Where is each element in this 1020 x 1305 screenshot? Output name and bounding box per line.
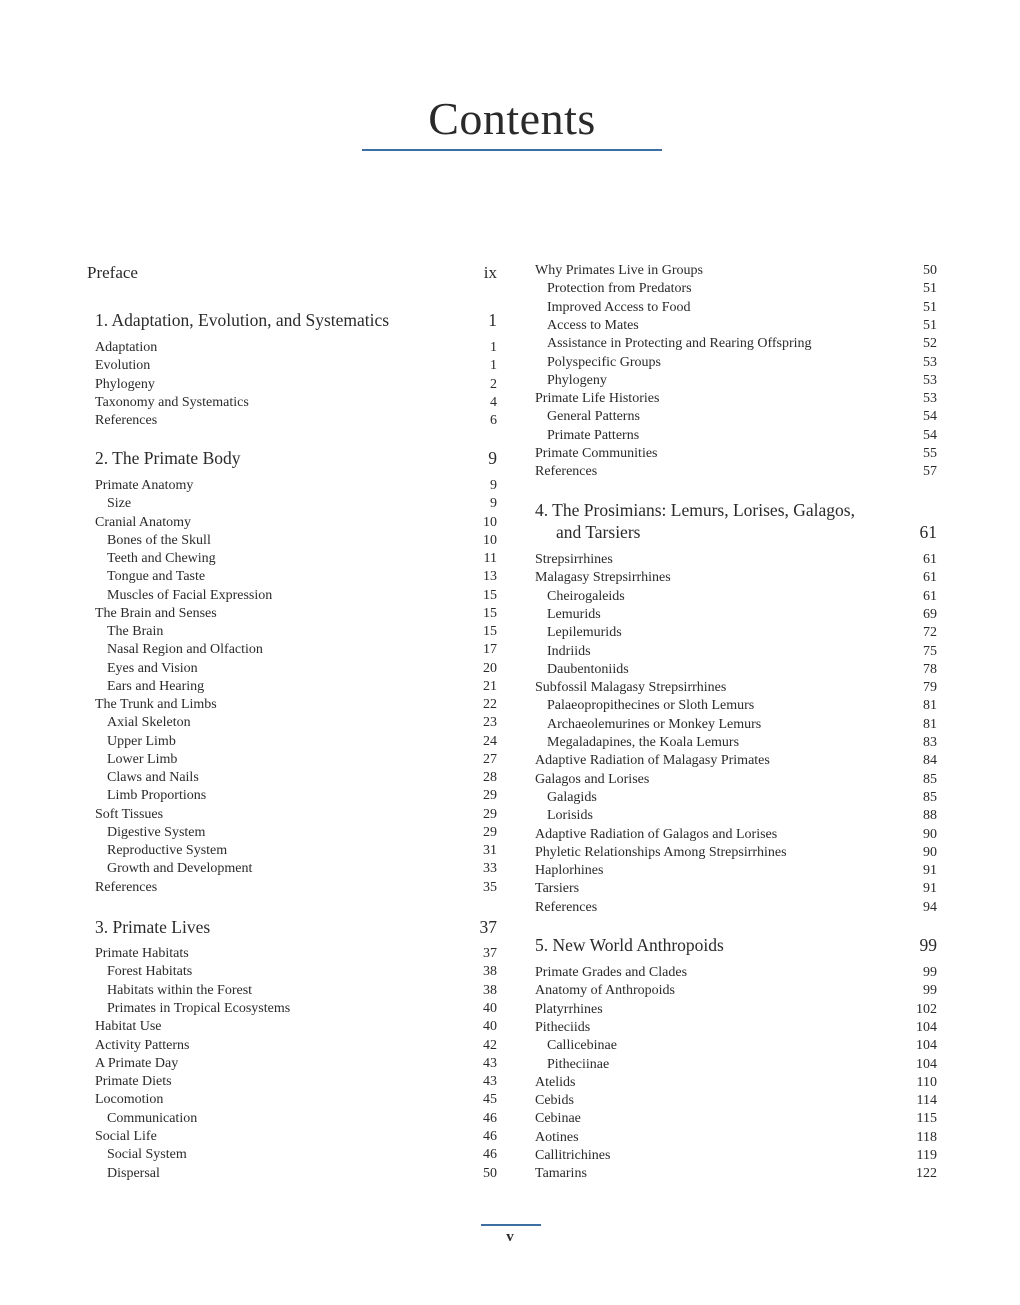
toc-entry[interactable] [87, 788, 497, 804]
toc-entry[interactable] [87, 1056, 497, 1072]
entry-page: 78 [923, 661, 937, 677]
entry-label: Primate Diets [95, 1074, 172, 1090]
entry-label: Taxonomy and Systematics [95, 394, 249, 410]
toc-entry[interactable] [87, 1001, 497, 1017]
entry-page: 31 [483, 843, 497, 859]
entry-page: 50 [483, 1165, 497, 1181]
entry-page: 1 [490, 340, 497, 355]
entry-page: 104 [916, 1056, 937, 1072]
entry-page: 83 [923, 735, 937, 750]
toc-entry[interactable] [535, 845, 937, 861]
entry-label: Haplorhines [535, 863, 604, 879]
entry-label: Activity Patterns [95, 1037, 190, 1053]
chapter-page: 99 [919, 935, 937, 955]
entry-label: Cebinae [535, 1111, 581, 1127]
entry-page: 51 [923, 317, 937, 333]
chapter-page: 37 [479, 917, 497, 937]
toc-entry[interactable] [87, 1129, 497, 1145]
toc-entry[interactable] [87, 515, 497, 531]
toc-entry[interactable] [87, 1019, 497, 1035]
entry-page: 51 [923, 299, 937, 315]
entry-label: Cranial Anatomy [95, 514, 192, 530]
toc-entry[interactable] [87, 1074, 497, 1090]
entry-label: Cheirogaleids [547, 588, 625, 604]
entry-page: 61 [923, 570, 937, 586]
entry-page: 10 [483, 514, 497, 530]
toc-entry[interactable] [87, 825, 497, 841]
entry-page: 84 [923, 753, 937, 769]
toc-entry[interactable] [87, 752, 497, 768]
entry-page: 43 [483, 1055, 497, 1071]
toc-entry[interactable] [87, 770, 497, 786]
toc-entry[interactable] [87, 715, 497, 731]
entry-page: 85 [923, 771, 937, 787]
entry-page: 94 [923, 899, 937, 915]
entry-label: Growth and Development [107, 861, 253, 877]
toc-entry[interactable] [87, 642, 497, 658]
entry-label: Soft Tissues [95, 806, 164, 822]
entry-page: 54 [923, 409, 937, 425]
entry-label: The Brain [107, 624, 164, 640]
toc-entry[interactable] [87, 983, 497, 999]
entry-label: The Trunk and Limbs [95, 697, 217, 713]
entry-page: 29 [483, 788, 497, 804]
entry-page: 99 [923, 965, 937, 980]
chapter-label-line2: and Tarsiers [556, 522, 641, 542]
entry-label: Tarsiers [535, 881, 580, 897]
entry-page: 99 [923, 983, 937, 999]
chapter-label: 1. Adaptation, Evolution, and Systematics [95, 310, 390, 330]
entry-label: Limb Proportions [107, 788, 207, 804]
toc-entry[interactable] [87, 1111, 497, 1127]
entry-label: Eyes and Vision [107, 660, 198, 676]
entry-label: Preface [87, 263, 138, 282]
entry-label: Tamarins [535, 1166, 587, 1182]
entry-page: 91 [923, 881, 937, 897]
entry-label: Primate Anatomy [95, 478, 194, 493]
entry-label: A Primate Day [95, 1055, 179, 1071]
entry-label: Habitats within the Forest [107, 982, 253, 998]
toc-entry[interactable] [87, 964, 497, 980]
toc-entry[interactable] [535, 772, 937, 788]
entry-page: 122 [916, 1166, 937, 1182]
entry-page: 15 [483, 624, 497, 640]
toc-entry[interactable] [535, 881, 937, 897]
entry-page: 28 [483, 770, 497, 786]
entry-page: 11 [483, 551, 497, 567]
chapter-label-line1: 4. The Prosimians: Lemurs, Lorises, Galagos, [535, 500, 855, 520]
entry-page: 37 [483, 946, 497, 961]
entry-page: 81 [923, 698, 937, 714]
toc-entry[interactable] [87, 624, 497, 640]
toc-entry[interactable] [535, 428, 937, 444]
entry-label: Upper Limb [107, 733, 176, 749]
toc-entry[interactable] [535, 607, 937, 623]
entry-label: Improved Access to Food [547, 299, 691, 315]
entry-page: 119 [916, 1148, 937, 1163]
entry-label: Tongue and Taste [107, 569, 206, 585]
page-title: Contents [428, 93, 596, 144]
toc-entry[interactable] [87, 807, 497, 823]
toc-entry[interactable] [535, 790, 937, 806]
entry-page: 23 [483, 715, 497, 731]
entry-page: 110 [916, 1074, 937, 1090]
toc-entry[interactable] [87, 551, 497, 567]
entry-page: 1 [490, 358, 497, 374]
entry-page: 24 [483, 733, 497, 749]
entry-label: References [535, 899, 598, 915]
entry-page: 54 [923, 427, 937, 443]
toc-chapter-3[interactable] [87, 917, 497, 937]
entry-label: Cebids [535, 1093, 574, 1109]
entry-page: 88 [923, 808, 937, 824]
entry-label: Primate Communities [535, 446, 658, 461]
entry-page: 85 [923, 789, 937, 805]
toc-entry[interactable] [535, 263, 937, 279]
toc-entry[interactable] [535, 1111, 937, 1127]
entry-page: 102 [916, 1001, 937, 1017]
toc-entry[interactable] [87, 880, 497, 896]
toc-entry[interactable] [535, 808, 937, 824]
toc-entry[interactable] [535, 464, 937, 480]
entry-label: Anatomy of Anthropoids [535, 983, 675, 999]
entry-label: Locomotion [95, 1092, 164, 1108]
toc-entry[interactable] [535, 391, 937, 407]
entry-label: Digestive System [107, 824, 206, 840]
entry-label: Atelids [535, 1074, 576, 1090]
entry-page: 61 [923, 588, 937, 604]
toc-chapter-2[interactable] [87, 448, 497, 468]
folio-rule [481, 1224, 541, 1226]
entry-page: 17 [483, 642, 497, 658]
toc-entry[interactable] [535, 900, 937, 916]
chapter-page: 9 [488, 448, 497, 468]
entry-page: 27 [483, 751, 497, 767]
toc-entry[interactable] [535, 680, 937, 696]
entry-page: 29 [483, 824, 497, 840]
toc-entry[interactable] [87, 734, 497, 750]
entry-label: Muscles of Facial Expression [107, 587, 273, 603]
entry-label: Size [107, 496, 132, 512]
toc-entry[interactable] [87, 533, 497, 549]
entry-label: Indriids [547, 643, 591, 659]
entry-label: Galagos and Lorises [535, 771, 650, 787]
entry-page: 55 [923, 446, 937, 461]
entry-label: Primate Grades and Clades [535, 965, 688, 980]
entry-label: References [95, 879, 158, 895]
entry-label: Lemurids [547, 606, 601, 622]
toc-entry[interactable] [535, 1002, 937, 1018]
entry-label: Polyspecific Groups [547, 354, 661, 370]
toc-entry[interactable] [87, 1038, 497, 1054]
page-number: v [506, 1229, 514, 1245]
entry-page: 42 [483, 1037, 497, 1053]
entry-label: Primate Habitats [95, 946, 189, 961]
entry-page: 75 [923, 643, 937, 659]
toc-entry[interactable] [535, 1057, 937, 1073]
entry-page: 118 [916, 1129, 937, 1145]
entry-label: The Brain and Senses [95, 605, 217, 621]
toc-entry[interactable] [535, 717, 937, 733]
toc-entry[interactable] [87, 697, 497, 713]
toc-entry[interactable] [535, 570, 937, 586]
toc-entry[interactable] [535, 1093, 937, 1109]
entry-page: 43 [483, 1074, 497, 1090]
toc-entry[interactable] [535, 373, 937, 389]
entry-label: Phyletic Relationships Among Strepsirrhines [535, 844, 787, 860]
toc-entry[interactable] [535, 965, 937, 981]
toc-entry[interactable] [87, 377, 497, 393]
entry-label: Pitheciids [535, 1019, 591, 1035]
toc-entry[interactable] [87, 679, 497, 695]
entry-label: Lepilemurids [547, 625, 622, 641]
entry-page: 22 [483, 697, 497, 713]
entry-label: Why Primates Live in Groups [535, 263, 703, 278]
toc-entry[interactable] [87, 340, 497, 356]
entry-label: Dispersal [107, 1165, 160, 1181]
entry-page: 15 [483, 587, 497, 603]
entry-page: 6 [490, 413, 497, 429]
entry-label: Callicebinae [547, 1038, 617, 1054]
entry-page: 9 [490, 496, 497, 512]
toc-entry[interactable] [87, 1166, 497, 1182]
entry-label: Malagasy Strepsirrhines [535, 570, 671, 586]
toc-entry[interactable] [535, 1038, 937, 1054]
entry-page: 104 [916, 1038, 937, 1054]
entry-page: 53 [923, 354, 937, 370]
entry-label: Adaptive Radiation of Malagasy Primates [535, 753, 770, 769]
toc-entry[interactable] [535, 863, 937, 879]
entry-label: Teeth and Chewing [107, 551, 216, 567]
toc-entry[interactable] [535, 735, 937, 751]
entry-page: 38 [483, 964, 497, 980]
entry-label: Reproductive System [107, 843, 228, 859]
entry-page: 91 [923, 863, 937, 879]
toc-entry[interactable] [535, 827, 937, 843]
entry-label: Claws and Nails [107, 770, 199, 786]
entry-page: 29 [483, 806, 497, 822]
entry-label: Adaptive Radiation of Galagos and Lorises [535, 826, 778, 842]
toc-chapter-1[interactable] [87, 310, 497, 330]
entry-page: 53 [923, 372, 937, 388]
toc-chapter-5[interactable] [535, 935, 937, 955]
entry-label: Forest Habitats [107, 964, 193, 980]
toc-entry[interactable] [535, 409, 937, 425]
entry-label: Lorisids [547, 808, 593, 824]
toc-entry[interactable] [87, 1092, 497, 1108]
toc-entry[interactable] [535, 983, 937, 999]
entry-page: 114 [916, 1093, 937, 1109]
entry-page: 10 [483, 532, 497, 548]
entry-page: 21 [483, 678, 497, 694]
entry-page: 15 [483, 605, 497, 621]
toc-entry[interactable] [87, 358, 497, 374]
entry-label: Phylogeny [547, 372, 607, 388]
entry-label: Lower Limb [107, 751, 178, 767]
title-rule [362, 149, 662, 151]
entry-page: 2 [490, 376, 497, 392]
entry-label: References [95, 413, 158, 429]
entry-page: 46 [483, 1129, 497, 1144]
toc-entry[interactable] [535, 1130, 937, 1146]
entry-page: 115 [916, 1111, 937, 1127]
entry-page: 46 [483, 1147, 497, 1163]
toc-entry[interactable] [535, 1020, 937, 1036]
entry-page: 53 [923, 391, 937, 407]
entry-page: 50 [923, 263, 937, 278]
entry-label: Platyrrhines [535, 1001, 603, 1017]
entry-page: 61 [923, 552, 937, 567]
toc-entry[interactable] [87, 569, 497, 585]
entry-label: Galagids [547, 789, 597, 805]
toc-entry[interactable] [535, 662, 937, 678]
entry-page: 40 [483, 1000, 497, 1016]
toc-entry[interactable] [535, 698, 937, 714]
toc-entry-preface[interactable] [87, 263, 497, 283]
entry-label: Axial Skeleton [107, 715, 191, 731]
entry-page: 46 [483, 1110, 497, 1126]
entry-page: 90 [923, 844, 937, 860]
entry-page: 57 [923, 464, 937, 480]
toc-entry[interactable] [87, 861, 497, 877]
toc-entry[interactable] [535, 355, 937, 371]
entry-label: Assistance in Protecting and Rearing Offspring [547, 336, 812, 352]
entry-label: Strepsirrhines [535, 552, 613, 567]
chapter-label: 2. The Primate Body [95, 448, 241, 468]
entry-label: Social Life [95, 1129, 157, 1144]
entry-label: Palaeopropithecines or Sloth Lemurs [547, 698, 755, 714]
toc-entry[interactable] [87, 588, 497, 604]
toc-entry[interactable] [535, 753, 937, 769]
toc-entry[interactable] [535, 300, 937, 316]
entry-label: Access to Mates [547, 317, 639, 333]
toc-entry[interactable] [535, 589, 937, 605]
toc-entry[interactable] [87, 395, 497, 411]
entry-page: 72 [923, 625, 937, 641]
entry-page: 45 [483, 1092, 497, 1108]
entry-label: Nasal Region and Olfaction [107, 642, 263, 658]
entry-page: ix [483, 263, 497, 282]
entry-label: Evolution [95, 358, 151, 374]
chapter-page: 61 [919, 522, 937, 542]
entry-label: Bones of the Skull [107, 532, 211, 548]
toc-entry[interactable] [535, 446, 937, 462]
toc-entry[interactable] [535, 1148, 937, 1164]
toc-entry[interactable] [535, 552, 937, 568]
toc-entry[interactable] [535, 336, 937, 352]
toc-entry[interactable] [87, 496, 497, 512]
entry-label: References [535, 464, 598, 480]
entry-page: 20 [483, 660, 497, 676]
toc-entry[interactable] [87, 478, 497, 494]
entry-label: Adaptation [95, 340, 158, 355]
entry-page: 9 [490, 478, 497, 493]
chapter-label: 3. Primate Lives [95, 917, 211, 937]
chapter-page: 1 [488, 310, 497, 330]
entry-page: 79 [923, 680, 937, 696]
toc-entry[interactable] [87, 1147, 497, 1163]
entry-page: 33 [483, 861, 497, 877]
entry-page: 35 [483, 879, 497, 895]
entry-label: Callitrichines [535, 1148, 611, 1163]
toc-entry[interactable] [87, 606, 497, 622]
entry-page: 4 [490, 394, 497, 410]
entry-page: 13 [483, 569, 497, 585]
entry-label: Primate Patterns [547, 427, 640, 443]
entry-page: 81 [923, 716, 937, 732]
entry-label: Primates in Tropical Ecosystems [107, 1000, 291, 1016]
toc-entry[interactable] [535, 281, 937, 297]
entry-label: Archaeolemurines or Monkey Lemurs [547, 716, 762, 732]
entry-label: Ears and Hearing [107, 678, 205, 694]
toc-entry[interactable] [535, 625, 937, 641]
entry-page: 52 [923, 336, 937, 352]
entry-label: Phylogeny [95, 376, 155, 392]
entry-page: 69 [923, 606, 937, 622]
toc-entry[interactable] [87, 843, 497, 859]
entry-label: Communication [107, 1110, 198, 1126]
toc-entry[interactable] [535, 644, 937, 660]
entry-page: 51 [923, 281, 937, 297]
toc-entry[interactable] [87, 413, 497, 429]
toc-entry[interactable] [535, 1075, 937, 1091]
entry-page: 38 [483, 982, 497, 998]
entry-label: General Patterns [547, 409, 640, 425]
entry-page: 104 [916, 1019, 937, 1035]
entry-label: Daubentoniids [547, 661, 629, 677]
entry-page: 40 [483, 1019, 497, 1035]
entry-label: Megaladapines, the Koala Lemurs [547, 735, 740, 750]
entry-label: Social System [107, 1147, 187, 1163]
entry-label: Aotines [535, 1129, 579, 1145]
entry-label: Pitheciinae [547, 1056, 610, 1072]
toc-chapter-4[interactable] [535, 499, 937, 543]
toc-entry[interactable] [535, 318, 937, 334]
chapter-label: 5. New World Anthropoids [535, 935, 724, 955]
toc-entry[interactable] [87, 946, 497, 962]
entry-label: Primate Life Histories [535, 391, 660, 407]
entry-label: Subfossil Malagasy Strepsirrhines [535, 680, 727, 696]
entry-label: Habitat Use [95, 1019, 162, 1035]
toc-entry[interactable] [535, 1166, 937, 1182]
entry-page: 90 [923, 826, 937, 842]
entry-label: Protection from Predators [547, 281, 692, 297]
toc-entry[interactable] [87, 661, 497, 677]
